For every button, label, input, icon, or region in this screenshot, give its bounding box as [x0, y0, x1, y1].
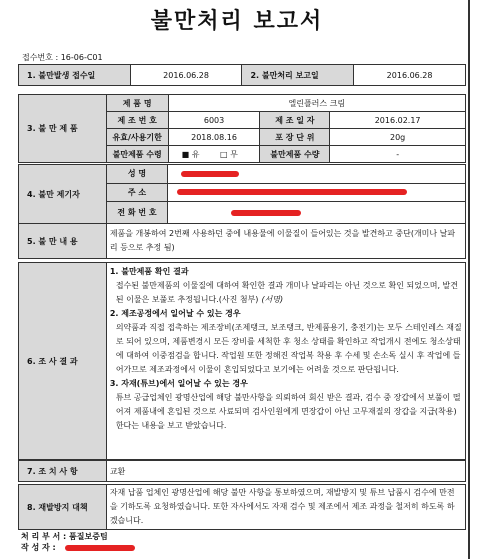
report-date-label: 2. 불만처리 보고일 — [242, 65, 354, 86]
product-name-label: 제 품 명 — [106, 95, 168, 112]
complainant-section-label: 4. 불만 제기자 — [19, 165, 107, 224]
product-name: 엘린플러스 크림 — [168, 95, 465, 112]
qty-amount-label: 불만제품 수량 — [260, 146, 330, 163]
content-table — [18, 223, 466, 259]
dates-table — [18, 64, 466, 86]
mfg-no: 6003 — [168, 112, 260, 129]
writer-row — [18, 542, 466, 553]
content-section-label: 5. 불 만 내 용 — [19, 224, 107, 259]
complainant-phone — [168, 202, 466, 224]
mfg-date-label: 제 조 일 자 — [260, 112, 330, 129]
footer-table — [18, 531, 466, 553]
investigation-section-label: 6. 조 사 결 과 — [19, 263, 107, 460]
product-section-label: 3. 불 만 제 품 — [19, 95, 107, 163]
expiry-date: 2018.08.16 — [168, 129, 260, 146]
finding-1-body: 접수된 불만제품의 이물질에 대하여 확인한 결과 개미나 날파리는 아닌 것으로 확인 되었으며, 발견된 이물은 보풀로 추정됩니다.(사진 첨부) — [115, 281, 459, 304]
handling-department — [18, 531, 466, 542]
mfg-no-label: 제 조 번 호 — [106, 112, 168, 129]
product-table — [18, 94, 466, 163]
finding-1-heading: 1. 불만제품 확인 결과 — [109, 267, 189, 276]
redaction-mark — [177, 189, 407, 195]
pack-unit-label: 포 장 단 위 — [260, 129, 330, 146]
signature-mark: (서명) — [261, 295, 284, 304]
qty-yes-checkbox: ■ 유 — [181, 149, 200, 159]
finding-2-text: 의약품과 직접 접촉하는 제조장비(조제탱크, 보조탱크, 반제품용기, 충전기)는 모두 스테인레스 재질로 되어 있으며, 제품변경시 모든 장비를 세척한 후 청소 상태를 확인하고 작업개시 전에도 청소상태에 대하여 이중점검을 합니다. 작업원 또한 정해진 작업복 착용 후 수세 및 손소독 실시 후 작업에 들어가므로 제조과정에서 이물이 혼입되었다고 보기에는 어려울 것으로 판단됩니다. — [115, 323, 462, 374]
complainant-name-label: 성 명 — [106, 165, 168, 184]
prevention-table — [18, 484, 466, 530]
writer-label: 작 성 자 : — [21, 543, 56, 552]
mfg-date: 2016.02.17 — [330, 112, 466, 129]
qty-amount: - — [330, 146, 466, 163]
finding-3-heading: 3. 자재(튜브)에서 일어날 수 있는 경우 — [109, 379, 248, 388]
finding-3-text: 튜브 공급업체인 광명산업에 해당 불만사항을 의뢰하여 회신 받은 결과, 검수 중 장갑에서 보풀이 떨어져 제품내에 혼입된 것으로 사료되며 검사인원에게 면장갑이 아닌 고무재질의 장갑을 지급(착용)한다는 내용을 보고 받았습니다. — [115, 393, 461, 430]
prevention-section-label: 8. 재발방지 대책 — [19, 485, 107, 530]
receive-date: 2016.06.28 — [130, 65, 242, 86]
complainant-table — [18, 164, 466, 224]
finding-1-text — [110, 279, 462, 307]
redaction-mark — [231, 210, 301, 216]
complaint-text: 제품을 개봉하여 2번째 사용하던 중에 내용물에 이물질이 들어있는 것을 발견하고 중단(개미나 날파리 등으로 추정 됨) — [106, 224, 465, 259]
investigation-body — [106, 263, 465, 460]
report-page — [4, 0, 470, 559]
qty-received-label: 불만제품 수령 — [106, 146, 168, 163]
investigation-table — [18, 262, 466, 460]
finding-2-heading: 2. 제조공정에서 일어날 수 있는 경우 — [109, 309, 241, 318]
complainant-address-label: 주 소 — [106, 183, 168, 202]
expiry-label: 유효/사용기한 — [106, 129, 168, 146]
complainant-phone-label: 전 화 번 호 — [106, 202, 168, 224]
complainant-address — [168, 183, 466, 202]
redaction-mark — [181, 171, 239, 177]
qty-received-checks — [168, 146, 260, 163]
qty-no-checkbox: □ 무 — [220, 149, 238, 159]
action-text: 교환 — [106, 461, 465, 482]
report-date: 2016.06.28 — [354, 65, 466, 86]
action-section-label: 7. 조 치 사 항 — [19, 461, 107, 482]
prevention-text: 자재 납품 업체인 광명산업에 해당 불만 사항을 통보하였으며, 재발방지 및 튜브 납품시 검수에 만전을 기하도록 요청하였습니다. 또한 자사에서도 자재 검수 및 제조에서 제조 과정을 철저히 하도록 하겠습니다. — [106, 485, 465, 530]
report-title: 불만처리 보고서 — [150, 9, 324, 34]
receipt-number: 접수번호 : 16-06-C01 — [22, 53, 103, 62]
receive-date-label: 1. 불만발생 접수일 — [19, 65, 131, 86]
redaction-mark — [65, 545, 135, 551]
complainant-name — [168, 165, 466, 184]
action-table — [18, 460, 466, 482]
handling-department-text: 처 리 부 서 : 품질보증팀 — [21, 532, 108, 541]
pack-unit: 20g — [330, 129, 466, 146]
